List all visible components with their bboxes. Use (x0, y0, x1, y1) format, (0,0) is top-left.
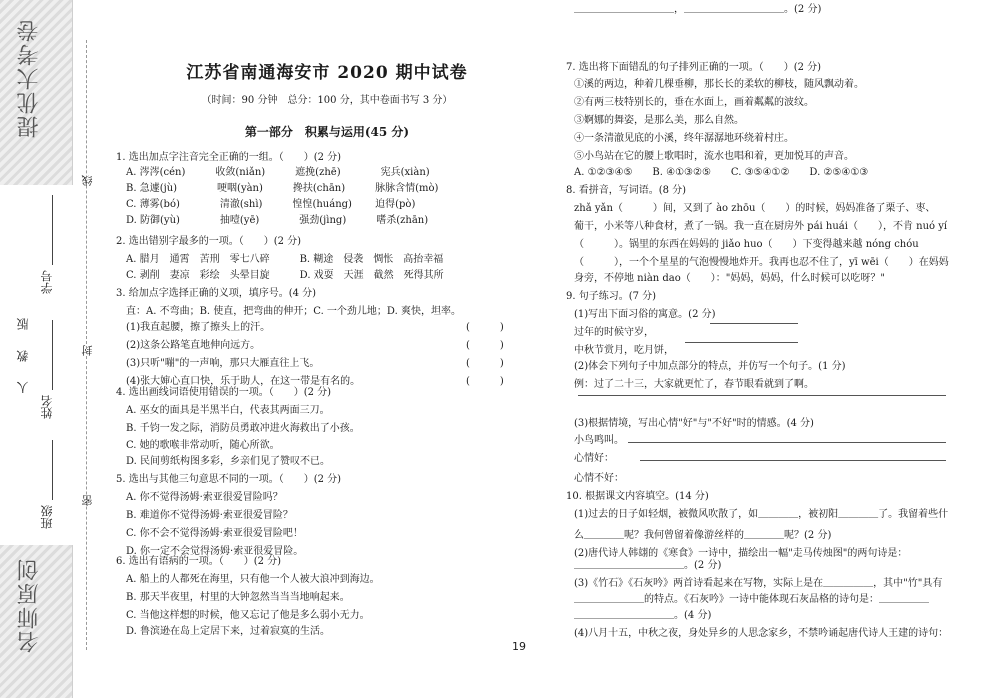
left-text-line: B. 难道你不觉得汤姆·索亚很爱冒险？ (126, 510, 293, 521)
right-text-line: ②有两三枝特别长的，垂在水面上，画着粼粼的波纹。 (574, 97, 814, 108)
right-text-line: 例：过了二十三，大家就更忙了，春节眼看就到了啊。 (574, 379, 814, 390)
left-text-line: C. 你不会不觉得汤姆·索亚很爱冒险吧！ (126, 528, 303, 539)
left-text-line: C. 剥削 妻凉 彩绘 头晕目旋 D. 戏耍 天涯 截然 死得其所 (126, 270, 444, 281)
answer-paren[interactable]: ( ) (466, 358, 504, 369)
answer-paren[interactable]: ( ) (466, 340, 504, 351)
right-text-line: 么＿＿＿＿呢？我何曾留着像游丝样的＿＿＿＿呢？(2 分) (574, 530, 832, 541)
left-text-line: A. 你不觉得汤姆·索亚很爱冒险吗？ (126, 492, 283, 503)
left-text-line: B. 千钧一发之际，消防员勇敢冲进火海救出了小孩。 (126, 423, 360, 434)
left-text-line: A. 船上的人都死在海里，只有他一个人被大浪冲到海边。 (126, 574, 380, 585)
left-text-line: 5. 选出与其他三句意思不同的一项。（ ）(2 分) (116, 474, 342, 485)
answer-line[interactable] (628, 442, 946, 443)
seal-char-seal: 封 (81, 345, 94, 356)
right-text-line: （ ）。锅里的东西在妈妈的 jiǎo huo（ ）下变得越来越 nóng chóu (574, 239, 919, 250)
page-title: 江苏省南通海安市 2020 期中试卷 (186, 63, 468, 83)
left-text-line: A. 腊月 通霄 苦刑 零七八碎 B. 糊途 侵袭 惆怅 高抬幸福 (126, 254, 444, 265)
answer-paren[interactable]: ( ) (466, 376, 504, 387)
right-text-line: 9. 句子练习。(7 分) (566, 291, 657, 302)
page-number: 19 (512, 640, 526, 653)
top-sidebar-band (0, 0, 73, 185)
bottom-sidebar-logo: 名师原创 (17, 557, 42, 653)
right-text-line: （ ），一个个星星的气泡慢慢地炸开。我再也忍不住了，yī wēi（ ）在妈妈 (574, 257, 949, 268)
right-text-line: 心情好： (574, 453, 614, 464)
left-text-line: B. 那天半夜里，村里的大钟忽然当当当地响起来。 (126, 592, 350, 603)
answer-line[interactable] (685, 342, 798, 343)
left-text-line: C. 当他这样想的时候，他又忘记了他是多么弱小无力。 (126, 610, 370, 621)
left-text-line: D. 鲁滨逊在岛上定居下来，过着寂寞的生活。 (126, 626, 331, 637)
left-text-line: D. 防御(yù) 抽噎(yē) 强劲(jìng) 嗜杀(zhān) (126, 215, 429, 226)
left-text-line: 3. 给加点字选择正确的义项，填序号。(4 分) (116, 288, 317, 299)
right-text-line: 8. 看拼音，写词语。(8 分) (566, 185, 687, 196)
left-text-line: C. 薄雾(bó) 清澈(shì) 惶惶(huáng) 迫得(pò) (126, 199, 416, 210)
edition-label: 人 教 版 (16, 310, 30, 394)
answer-line[interactable] (640, 460, 946, 461)
exam-info: （时间：90 分钟 总分：100 分，其中卷面书写 3 分） (201, 95, 453, 106)
class-label: 班级 (40, 505, 54, 529)
right-text-line: 过年的时候守岁， (574, 327, 654, 338)
right-text-line: ＿＿＿＿＿＿＿＿＿＿＿。(2 分) (574, 560, 722, 571)
left-text-line: A. 巫女的面具是半黑半白，代表其两面三刀。 (126, 405, 330, 416)
left-text-line: 1. 选出加点字注音完全正确的一组。（ ）(2 分) (116, 152, 342, 163)
right-text-line: ③婀娜的舞姿，是那么美，那么自然。 (574, 115, 744, 126)
left-text-line: 直：A. 不弯曲；B. 使直，把弯曲的伸开；C. 一个劲儿地；D. 爽快，坦率。 (126, 306, 461, 317)
section-heading: 第一部分 积累与运用(45 分) (244, 125, 410, 139)
answer-paren[interactable]: ( ) (466, 322, 504, 333)
right-text-line: ＿＿＿＿＿＿＿＿＿＿，＿＿＿＿＿＿＿＿＿＿。(2 分) (574, 4, 822, 15)
left-text-line: C. 她的歌喉非常动听，随心所欲。 (126, 440, 280, 451)
class-blank (52, 440, 53, 500)
left-text-line: D. 你一定不会觉得汤姆·索亚很爱冒险。 (126, 546, 304, 557)
right-text-line: ①溪的两边，种着几棵垂柳，那长长的柔软的柳枝，随风飘动着。 (574, 79, 864, 90)
right-text-line: 身旁，不停地 niàn dao（ ）："妈妈，妈妈，什么时候可以吃呀？" (574, 273, 885, 284)
right-text-line: 10. 根据课文内容填空。(14 分) (566, 491, 709, 502)
right-text-line: ⑤小鸟站在它的腰上歌唱时，流水也唱和着，更加悦耳的声音。 (574, 151, 854, 162)
left-text-line: (1)我直起腰，擦了擦头上的汗。 (126, 322, 271, 333)
left-text-line: 2. 选出错别字最多的一项。（ ）(2 分) (116, 236, 302, 247)
left-text-line: (2)这条公路笔直地伸向远方。 (126, 340, 261, 351)
name-blank (52, 320, 53, 390)
right-text-line: 葡干，小米等八种食材，煮了一锅。我一直在厨房外 pái huái（ ），不肯 nuó yí (574, 221, 948, 232)
right-text-line: (2)唐代诗人韩翃的《寒食》一诗中，描绘出一幅"走马传烛图"的两句诗是： (574, 548, 908, 559)
left-text-line: (3)只听"嘣"的一声响，那只大雁直往上飞。 (126, 358, 320, 369)
seal-char-line: 线 (81, 175, 94, 186)
right-text-line: zhǎ yǎn（ ）间，又到了 ào zhōu（ ）的时候，妈妈准备了栗子、枣、 (574, 203, 936, 214)
right-text-line: A. ①②③④⑤ B. ④①③②⑤ C. ③⑤④①② D. ②⑤④①③ (574, 167, 869, 178)
right-text-line: (1)写出下面习俗的寓意。(2 分) (574, 309, 716, 320)
seal-char-secret: 密 (81, 495, 94, 506)
right-text-line: 小鸟鸣叫。 (574, 435, 624, 446)
bottom-sidebar-band (0, 545, 73, 698)
right-text-line: ④一条清澈见底的小溪，终年潺潺地环绕着村庄。 (574, 133, 794, 144)
left-text-line: D. 民间剪纸构图多彩，乡亲们见了赞叹不已。 (126, 456, 331, 467)
top-sidebar-logo: 提优大考卷 (17, 18, 42, 138)
right-text-line: (3)根据情境，写出心情"好"与"不好"时的情感。(4 分) (574, 418, 814, 429)
right-text-line: 中秋节赏月，吃月饼， (574, 345, 674, 356)
left-text-line: A. 涔涔(cén) 收敛(niǎn) 遮挽(zhē) 宪兵(xiàn) (126, 167, 430, 178)
number-blank (52, 195, 53, 265)
left-text-line: B. 急遽(jù) 哽咽(yàn) 搀扶(chān) 脉脉含情(mò) (126, 183, 439, 194)
answer-line[interactable] (578, 395, 946, 396)
answer-line[interactable] (710, 323, 798, 324)
name-label: 姓名 (40, 395, 54, 419)
right-text-line: 7. 选出将下面错乱的句子排列正确的一项。（ ）(2 分) (566, 62, 822, 73)
right-text-line: ＿＿＿＿＿＿＿的特点。《石灰吟》一诗中能体现石灰品格的诗句是：＿＿＿＿＿ (574, 594, 929, 605)
right-text-line: (4)八月十五，中秋之夜，身处异乡的人思念家乡，不禁吟诵起唐代诗人王建的诗句： (574, 628, 949, 639)
right-text-line: 心情不好： (574, 473, 624, 484)
right-text-line: (3)《竹石》《石灰吟》两首诗看起来在写物，实际上是在＿＿＿＿＿，其中"竹"具有 (574, 578, 943, 589)
right-text-line: (2)体会下列句子中加点部分的特点，并仿写一个句子。(1 分) (574, 361, 846, 372)
right-text-line: (1)过去的日子如轻烟，被微风吹散了，如＿＿＿＿，被初阳＿＿＿＿了。我留着些什 (574, 509, 949, 520)
right-text-line: ＿＿＿＿＿＿＿＿＿＿。(4 分) (574, 610, 712, 621)
left-text-line: 6. 选出有语病的一项。（ ）(2 分) (116, 556, 282, 567)
left-text-line: 4. 选出画线词语使用错误的一项。（ ）(2 分) (116, 387, 332, 398)
left-text-line: (4)张大婶心直口快，乐于助人，在这一带是有名的。 (126, 376, 361, 387)
number-label: 学号 (40, 270, 54, 294)
